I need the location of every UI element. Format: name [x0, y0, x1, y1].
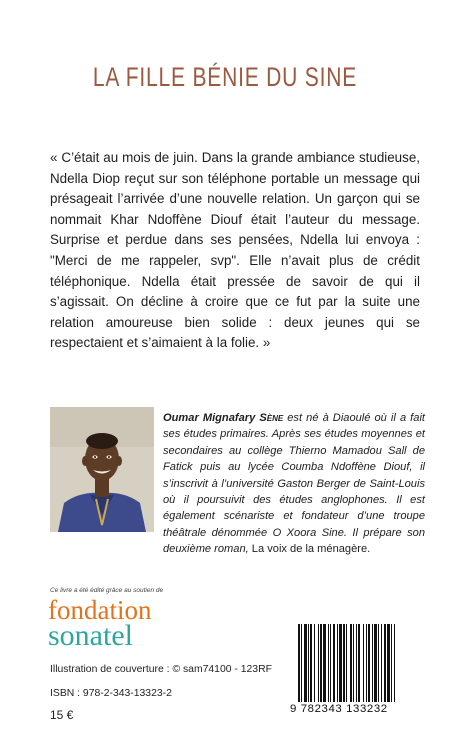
support-note: Ce livre a été édité grâce au soutien de	[50, 587, 164, 594]
author-photo	[50, 407, 154, 532]
back-cover-blurb: « C’était au mois de juin. Dans la grande ambiance studieuse, Ndella Diop reçut sur son téléphone portable un message qui présageait l’arrivée d’une nouvelle relation. Un garçon qui se nommait Khar Ndoffène Diouf était l’auteur du message. Surprise et perdue dans ses pensées, Ndella lui envoya : "Merci de me rappeler, svp". Elle n’avait plus de crédit téléphonique. Ndella était pressée de savoir de qui il s’agissait. On décline à croire que ce fut par la suite une relation amoureuse bien solide : deux jeunes qui se respectaient et s’aimaient à la folie. »	[50, 150, 420, 351]
cover-illustration-credit: Illustration de couverture : © sam74100 - 123RF	[50, 664, 272, 675]
book-title: LA FILLE BÉNIE DU SINE	[92, 62, 358, 92]
author-last-name: Sène	[259, 412, 284, 424]
barcode	[296, 624, 420, 708]
author-first-name: Oumar Mignafary	[163, 412, 256, 424]
publisher-logo-line-1: fondation	[48, 595, 152, 625]
author-portrait-image	[50, 407, 154, 532]
barcode-digits: 9 782343 133232	[290, 703, 388, 715]
price: 15 €	[50, 708, 74, 722]
isbn: ISBN : 978-2-343-13323-2	[50, 688, 172, 699]
bio-text: est né à Diaoulé où il a fait ses études primaires. Après ses études moyennes et secondaires au collège Thierno Mamadou Sall de Fatick puis au lycée Coumba Ndoffène Diouf, il s’inscrivit à l’université Gaston Berger de Saint-Louis où il poursuivit des études anglophones. Il est également scénariste et fondateur d’une troupe théâtrale dénommée O Xoora Sine. Il prépare son deuxième roman,	[163, 412, 425, 556]
publisher-logo-line-2: sonatel	[48, 619, 133, 652]
barcode-bars	[296, 624, 420, 704]
author-biography	[163, 410, 425, 558]
next-novel-title: La voix de la ménagère.	[248, 543, 371, 556]
